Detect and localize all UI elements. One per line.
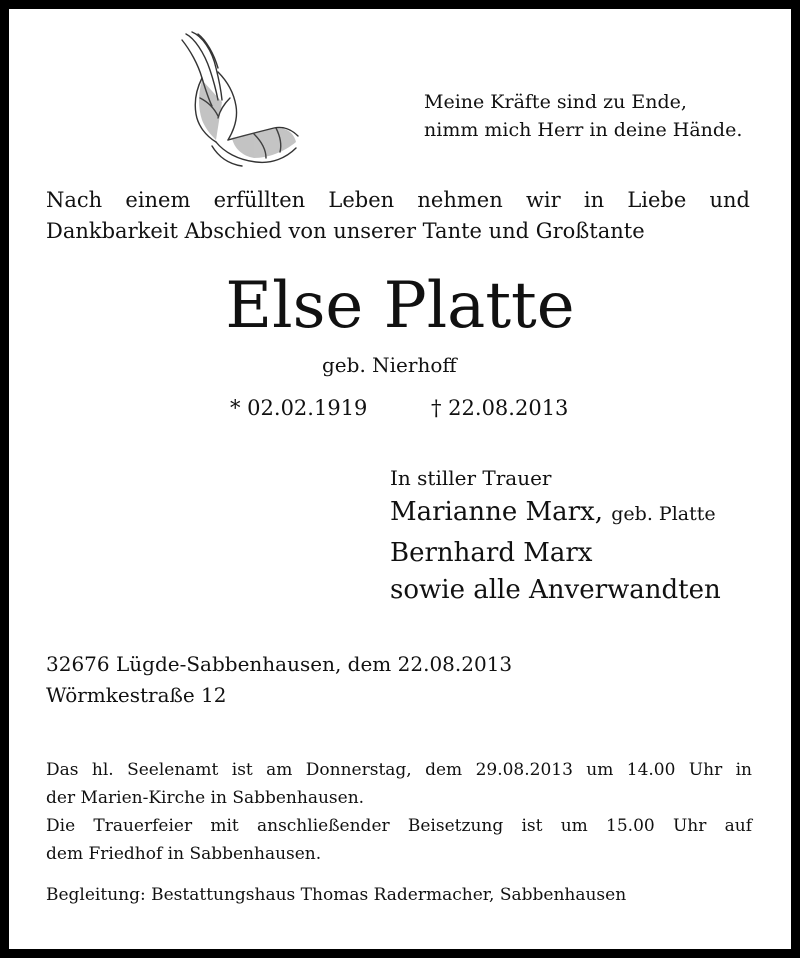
- mourner-2: Bernhard Marx: [390, 538, 593, 568]
- service-info-line-4: dem Friedhof in Sabbenhausen.: [46, 844, 322, 864]
- service-info-line-3: Die Trauerfeier mit anschließender Beisetzung ist um 15.00 Uhr auf: [46, 816, 752, 836]
- motto-verse: [424, 88, 742, 144]
- mourning-heading: In stiller Trauer: [390, 466, 552, 490]
- motto-line-1: Meine Kräfte sind zu Ende,: [424, 91, 687, 113]
- mourner-1: [390, 497, 716, 527]
- funeral-home-note: Begleitung: Bestattungshaus Thomas Radermacher, Sabbenhausen: [46, 885, 627, 905]
- birth-date: * 02.02.1919: [230, 396, 368, 420]
- address-line-1: 32676 Lügde-Sabbenhausen, dem 22.08.2013: [46, 652, 513, 676]
- address-line-2: Wörmkestraße 12: [46, 683, 227, 707]
- mourner-3: sowie alle Anverwandten: [390, 575, 721, 605]
- death-date: † 22.08.2013: [431, 396, 569, 420]
- mourner-1-maiden-note: geb. Platte: [611, 503, 716, 525]
- service-info: [46, 756, 752, 868]
- intro-text: [46, 185, 750, 247]
- deceased-name: Else Platte: [225, 269, 575, 343]
- motto-line-2: nimm mich Herr in deine Hände.: [424, 119, 743, 141]
- maiden-name: geb. Nierhoff: [322, 353, 457, 377]
- intro-line-2: Dankbarkeit Abschied von unserer Tante und Großtante: [46, 219, 645, 243]
- service-info-line-1: Das hl. Seelenamt ist am Donnerstag, dem 29.08.2013 um 14.00 Uhr in: [46, 760, 752, 780]
- address-block: [46, 649, 512, 711]
- mourner-1-name: Marianne Marx,: [390, 497, 603, 527]
- praying-hands-icon: [172, 28, 304, 168]
- service-info-line-2: der Marien-Kirche in Sabbenhausen.: [46, 788, 365, 808]
- intro-line-1: Nach einem erfüllten Leben nehmen wir in Liebe und: [46, 188, 750, 212]
